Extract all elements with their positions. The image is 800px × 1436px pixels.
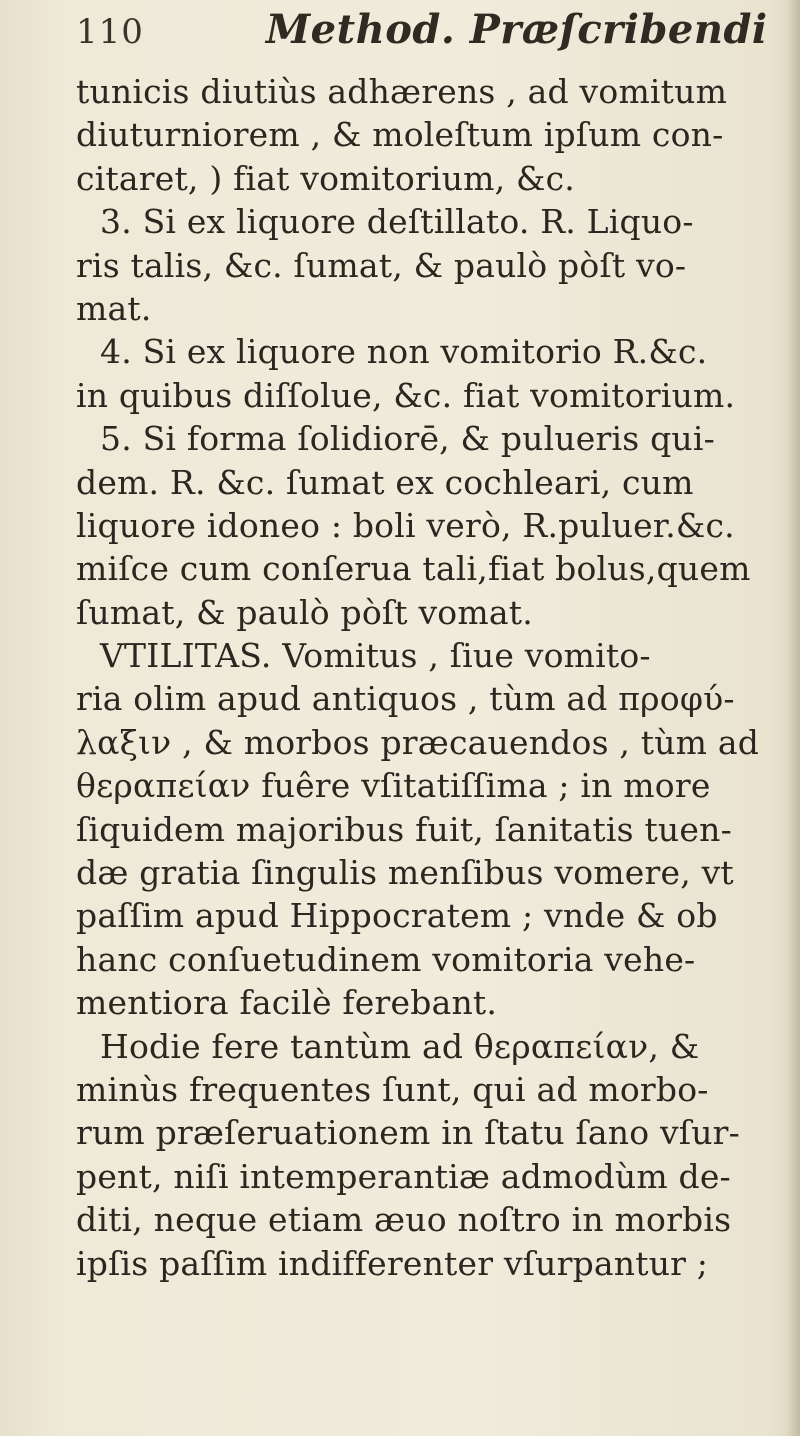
text-line: miſce cum conſerua tali,fiat bolus,quem bbox=[76, 549, 751, 589]
text-line: 3. Si ex liquore deſtillato. R. Liquo- bbox=[100, 202, 694, 242]
text-line: mat. bbox=[76, 288, 152, 328]
text-line: liquore idoneo : boli verò, R.puluer.&c. bbox=[76, 505, 735, 545]
text-line: ſiquidem majoribus fuit, ſanitatis tuen- bbox=[76, 809, 732, 849]
text-line: 5. Si forma ſolidiorē, & pulueris qui- bbox=[100, 419, 715, 459]
text-line: citaret, ) fiat vomitorium, &c. bbox=[76, 158, 575, 198]
text-line: pent, niſi intemperantiæ admodùm de- bbox=[76, 1156, 731, 1196]
text-line: diti, neque etiam æuo noſtro in morbis bbox=[76, 1200, 732, 1240]
page-header bbox=[76, 6, 768, 62]
text-line: ria olim apud antiquos , tùm ad προφύ- bbox=[76, 679, 735, 719]
text-line: ipſis paſſim indifferenter vſurpantur ; bbox=[76, 1243, 709, 1283]
text-line: ris talis, &c. ſumat, & paulò pòſt vo- bbox=[76, 245, 687, 285]
text-line: 4. Si ex liquore non vomitorio R.&c. bbox=[100, 332, 708, 372]
text-line: mentiora facilè ferebant. bbox=[76, 983, 498, 1023]
text-line: θεραπείαν fuêre vſitatiſſima ; in more bbox=[76, 766, 711, 806]
text-line: diuturniorem , & moleſtum ipſum con- bbox=[76, 115, 724, 155]
text-line: VTILITAS. Vomitus , ſiue vomito- bbox=[100, 636, 651, 676]
text-line: minùs frequentes ſunt, qui ad morbo- bbox=[76, 1069, 709, 1109]
text-line: λαξιν , & morbos præcauendos , tùm ad bbox=[76, 722, 760, 762]
text-line: tunicis diutiùs adhærens , ad vomitum bbox=[76, 72, 728, 111]
text-line: dæ gratia ſingulis menſibus vomere, vt bbox=[76, 853, 734, 893]
text-line: Hodie fere tantùm ad θεραπείαν, & bbox=[100, 1026, 700, 1066]
body-text bbox=[76, 70, 794, 1285]
running-title: Method. Præſcribendi bbox=[265, 6, 768, 53]
text-line: in quibus diſſolue, &c. fiat vomitorium. bbox=[76, 375, 736, 415]
text-line: rum præſeruationem in ſtatu ſano vſur- bbox=[76, 1113, 741, 1153]
text-line: dem. R. &c. ſumat ex cochleari, cum bbox=[76, 462, 694, 502]
text-line: paſſim apud Hippocratem ; vnde & ob bbox=[76, 896, 718, 936]
text-line: ſumat, & paulò pòſt vomat. bbox=[76, 592, 533, 632]
text-line: hanc conſuetudinem vomitoria vehe- bbox=[76, 939, 696, 979]
page-number: 110 bbox=[76, 12, 144, 52]
